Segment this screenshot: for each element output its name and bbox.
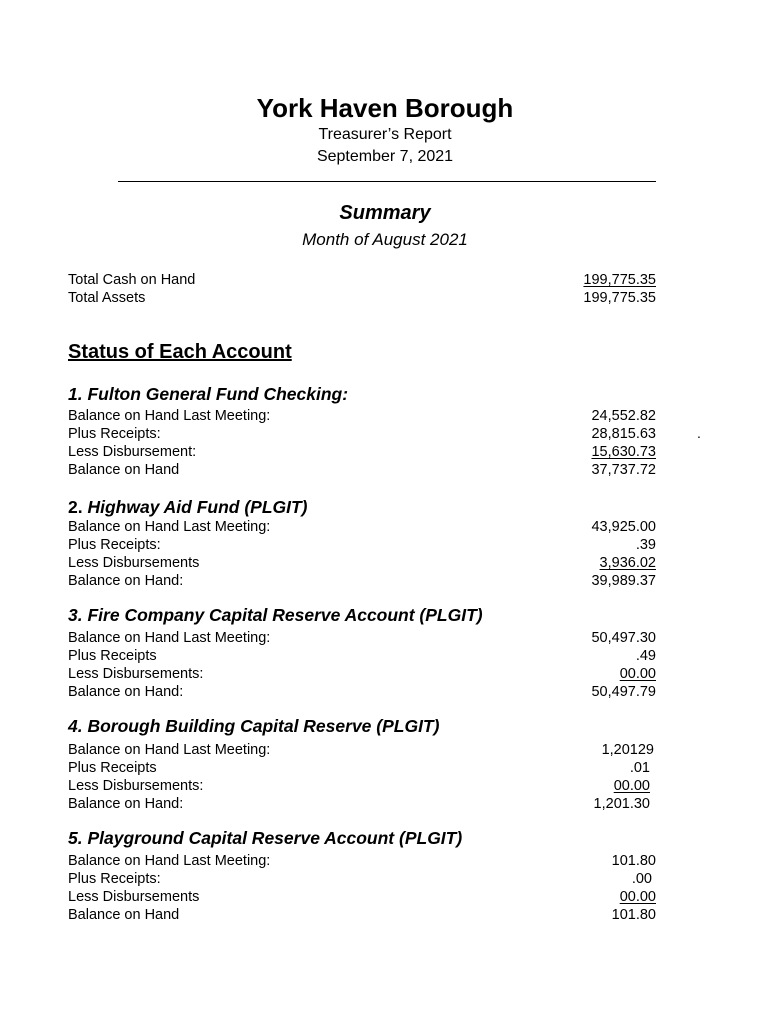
row-value: 50,497.30: [591, 630, 656, 646]
summary-row-total-assets: [68, 289, 656, 307]
summary-rows: [68, 271, 656, 307]
row-value: 28,815.63: [591, 426, 656, 442]
row-value: 00.00: [613, 778, 650, 794]
summary-heading: Summary: [339, 202, 431, 224]
row-label: Plus Receipts:: [68, 537, 161, 553]
account-name: Fulton General Fund Checking:: [87, 384, 349, 404]
row-label: Less Disbursements: [68, 889, 200, 905]
row-value: .01: [629, 760, 650, 776]
row-value: 199,775.35: [583, 290, 656, 306]
row-value: 1,201.30: [593, 796, 650, 812]
row-label: Balance on Hand: [68, 462, 180, 478]
account-rows-3: [68, 629, 656, 701]
row-label: Total Cash on Hand: [68, 272, 196, 288]
account-row: [68, 683, 656, 701]
row-value: 101.80: [611, 907, 656, 923]
row-label: Balance on Hand:: [68, 573, 184, 589]
account-row: [68, 461, 656, 479]
header-divider: [118, 181, 656, 182]
account-row: [68, 536, 656, 554]
account-number: 2.: [68, 497, 83, 517]
stray-mark: .: [697, 425, 701, 441]
account-heading-2: [68, 496, 308, 518]
row-value: 39,989.37: [591, 573, 656, 589]
account-number: 4.: [68, 716, 83, 736]
account-heading-5: [68, 827, 462, 849]
summary-row-total-cash: [68, 271, 656, 289]
row-label: Less Disbursements: [68, 555, 200, 571]
row-label: Less Disbursements:: [68, 778, 204, 794]
status-heading: Status of Each Account: [68, 341, 292, 363]
account-row: [68, 665, 656, 683]
row-label: Plus Receipts:: [68, 871, 161, 887]
row-label: Total Assets: [68, 290, 146, 306]
row-value: 24,552.82: [591, 408, 656, 424]
row-label: Plus Receipts: [68, 760, 157, 776]
account-row: [68, 795, 656, 813]
row-value: .39: [635, 537, 656, 553]
summary-period: Month of August 2021: [302, 230, 468, 249]
row-label: Balance on Hand Last Meeting:: [68, 630, 271, 646]
account-row: [68, 629, 656, 647]
account-rows-4: [68, 741, 656, 813]
account-row: [68, 443, 656, 461]
account-heading-3: [68, 604, 483, 626]
row-label: Balance on Hand Last Meeting:: [68, 742, 271, 758]
row-label: Less Disbursements:: [68, 666, 204, 682]
account-row: [68, 777, 656, 795]
account-row: [68, 572, 656, 590]
account-row: [68, 647, 656, 665]
page-title: York Haven Borough: [256, 93, 514, 123]
account-number: 5.: [68, 828, 83, 848]
row-label: Balance on Hand:: [68, 684, 184, 700]
row-value: 00.00: [619, 889, 656, 905]
row-value: 199,775.35: [583, 272, 656, 288]
account-heading-4: [68, 715, 439, 737]
account-number: 3.: [68, 605, 83, 625]
account-row: [68, 741, 656, 759]
report-name: Treasurer’s Report: [318, 126, 452, 143]
row-value: 3,936.02: [599, 555, 656, 571]
row-value: 15,630.73: [591, 444, 656, 460]
report-date: September 7, 2021: [316, 148, 454, 165]
row-label: Balance on Hand Last Meeting:: [68, 408, 271, 424]
account-number: 1.: [68, 384, 83, 404]
account-row: [68, 425, 656, 443]
account-row: [68, 906, 656, 924]
row-label: Balance on Hand Last Meeting:: [68, 519, 271, 535]
row-label: Balance on Hand: [68, 907, 180, 923]
account-heading-1: [68, 383, 348, 405]
account-row: [68, 554, 656, 572]
row-value: 1,20129: [601, 742, 654, 758]
row-label: Plus Receipts: [68, 648, 157, 664]
account-row: [68, 407, 656, 425]
account-name: Playground Capital Reserve Account (PLGIT): [87, 828, 463, 848]
account-rows-5: [68, 852, 656, 924]
account-row: [68, 518, 656, 536]
row-value: .00: [631, 871, 652, 887]
row-value: 50,497.79: [591, 684, 656, 700]
account-row: [68, 852, 656, 870]
account-rows-1: [68, 407, 656, 479]
row-value: 101.80: [611, 853, 656, 869]
account-row: [68, 759, 656, 777]
row-label: Balance on Hand Last Meeting:: [68, 853, 271, 869]
row-label: Plus Receipts:: [68, 426, 161, 442]
account-name: Borough Building Capital Reserve (PLGIT): [87, 716, 440, 736]
account-rows-2: [68, 518, 656, 590]
row-label: Less Disbursement:: [68, 444, 197, 460]
row-value: 37,737.72: [591, 462, 656, 478]
account-name: Fire Company Capital Reserve Account (PLGIT): [87, 605, 483, 625]
row-label: Balance on Hand:: [68, 796, 184, 812]
row-value: .49: [635, 648, 656, 664]
account-row: [68, 870, 656, 888]
account-name: Highway Aid Fund (PLGIT): [87, 497, 308, 517]
row-value: 00.00: [619, 666, 656, 682]
account-row: [68, 888, 656, 906]
row-value: 43,925.00: [591, 519, 656, 535]
